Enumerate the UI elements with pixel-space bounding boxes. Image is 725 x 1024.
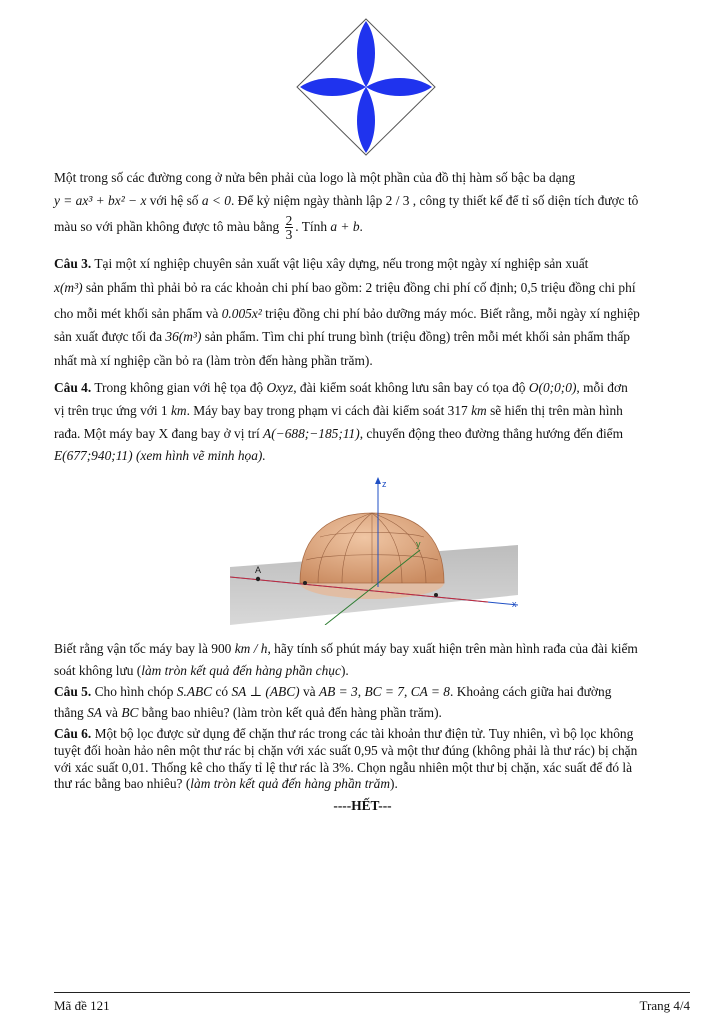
condition-a: a < 0 — [201, 192, 231, 208]
question-4-continued: Biết rằng vận tốc máy bay là 900 km / h, hãy tính số phút máy bay xuất hiện trên màn hình rađa của đài kiểm soát không lưu (làm tròn kết quả đến hàng phần chục). — [54, 641, 638, 678]
point-a-marker — [256, 577, 260, 581]
intro-text: màu so với phần không được tô màu bằng — [54, 218, 280, 234]
origin-point: O(0;0;0) — [528, 380, 577, 395]
intro-text: với hệ số — [146, 192, 202, 208]
point-a-label: A — [255, 565, 262, 575]
point-a: A(−688;−185;11) — [263, 425, 360, 441]
radar-hemisphere-figure — [230, 475, 518, 625]
question-6: Câu 6. Một bộ lọc được sử dụng để chặn thư rác trong các tài khoản thư điện tử. Tuy nhiên, vì bộ lọc không tuyệt đối hoàn hảo nên một thư rác bị chặn với xác suất 0,95 và một thư đúng (không phải là thư rác) bị chặn với xác suất 0,01. Thống kê cho thấy tỉ lệ thư rác là 3%. Chọn ngẫu nhiên một thư bị chặn, xác suất để đó là thư rác bằng bao nhiêu? (làm tròn kết quả đến hàng phần trăm). — [54, 726, 638, 792]
intro-text: . Để kỷ niệm ngày thành lập 2 / 3 , công ty thiết kế để tỉ số diện tích được tô — [230, 192, 639, 208]
max-output: 36(m³) — [165, 329, 202, 345]
question-label: Câu 5. — [54, 684, 92, 699]
intersection-point-2 — [434, 593, 438, 597]
x-axis-label: x — [512, 599, 517, 609]
question-4: Câu 4. Trong không gian với hệ tọa độ Oxyz, đài kiểm soát không lưu sân bay có tọa độ O(0;0;0), mỗi đơn vị trên trục ứng với 1 km. Máy bay bay trong phạm vi cách đài kiểm soát 317 km sẽ hiển thị trên màn hình rađa. Một máy bay X đang bay ở vị trí A(−688;−185;11), chuyển động theo đường thẳng hướng đến điểm E(677;940;11) (xem hình vẽ minh họa). — [54, 380, 628, 464]
speed-unit: km / h — [234, 641, 268, 656]
cubic-formula: y = ax³ + bx² − x — [54, 192, 147, 208]
question-5: Câu 5. Cho hình chóp S.ABC có SA ⊥ (ABC) và AB = 3, BC = 7, CA = 8. Khoảng cách giữa hai đường thẳng SA và BC bằng bao nhiêu? (làm tròn kết quả đến hàng phần trăm). — [54, 684, 612, 720]
intro-text: . Tính — [295, 218, 331, 234]
target-expression: a + b — [330, 218, 360, 234]
question-label: Câu 6. — [54, 726, 92, 741]
intersection-point-1 — [303, 581, 307, 585]
exam-code: Mã đề 121 — [54, 998, 110, 1013]
four-petal-logo — [296, 18, 436, 156]
point-e: E(677;940;11) — [54, 448, 133, 464]
z-axis-label: z — [382, 479, 387, 489]
question-label: Câu 3. — [54, 256, 92, 271]
maintenance-formula: 0.005x² — [221, 305, 262, 321]
ratio-fraction: $\frac{2}{3}$ — [285, 212, 293, 242]
intro-line-1: Một trong số các đường cong ở nửa bên phải của logo là một phần của đồ thị hàm số bậc ba dạng — [54, 170, 576, 185]
end-mark: ----HẾT--- — [333, 798, 392, 813]
quantity-x: x(m³) — [54, 279, 83, 295]
y-axis-label: y — [416, 539, 421, 549]
question-label: Câu 4. — [54, 380, 92, 395]
page-number: Trang 4/4 — [639, 998, 690, 1013]
footer-divider — [54, 992, 690, 993]
intro-paragraph: Một trong số các đường cong ở nửa bên phải của logo là một phần của đồ thị hàm số bậc ba dạng y = ax³ + bx² − x với hệ số a < 0. Để kỷ niệm ngày thành lập 2 / 3 , công ty thiết kế để tỉ số diện tích được tô màu so với phần không được tô màu bằng $\frac{2}{3}$ . Tính a + b. — [54, 170, 639, 242]
question-3: Câu 3. Tại một xí nghiệp chuyên sản xuất vật liệu xây dựng, nếu trong một ngày xí nghiệp sản xuất x(m³) sản phẩm thì phải bỏ ra các khoản chi phí bao gồm: 2 triệu đồng chi phí cố định; 0,5 triệu đồng chi phí cho mỗi mét khối sản phẩm và 0.005x² triệu đồng chi phí bảo dưỡng máy móc. Biết rằng, mỗi ngày xí nghiệp sản xuất được tối đa 36(m³) sản phẩm. Tìm chi phí trung bình (triệu đồng) trên mỗi mét khối sản phẩm thấp nhất mà xí nghiệp cần bỏ ra (làm tròn đến hàng phần trăm). — [54, 256, 640, 368]
